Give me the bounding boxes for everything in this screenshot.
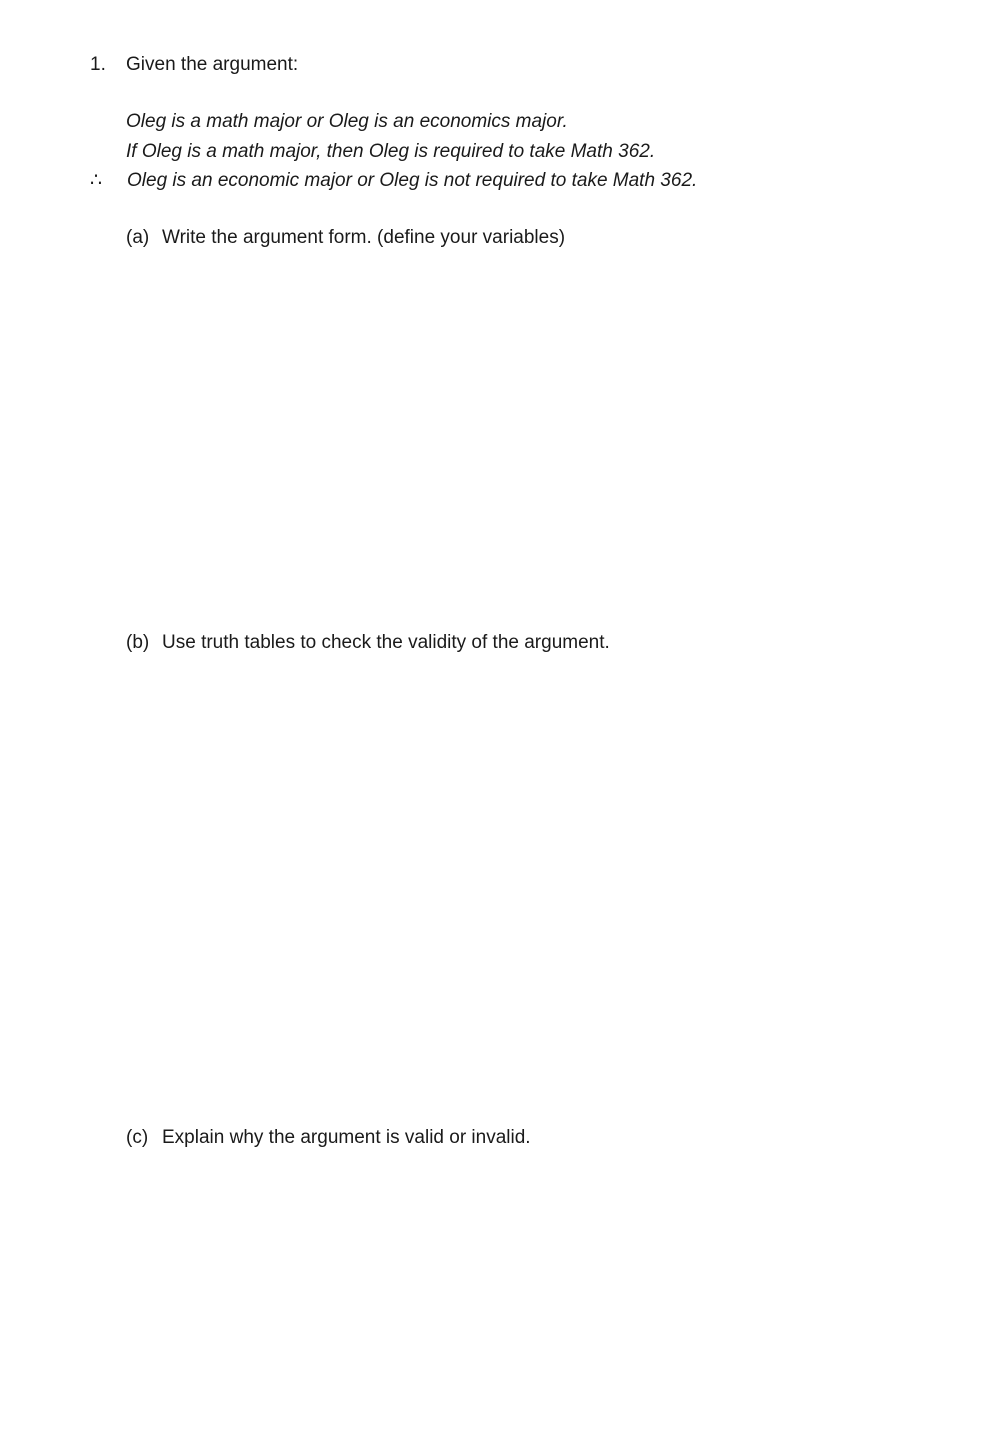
- question-number: 1.: [90, 54, 106, 75]
- part-c-label: (c): [126, 1127, 149, 1148]
- question-prompt: Given the argument:: [126, 54, 299, 75]
- part-b-label: (b): [126, 632, 150, 653]
- part-c-text: Explain why the argument is valid or invalid.: [162, 1127, 531, 1148]
- part-b-text: Use truth tables to check the validity of the argument.: [162, 632, 610, 653]
- premise-1: Oleg is a math major or Oleg is an economics major.: [126, 111, 568, 132]
- part-a-text: Write the argument form. (define your variables): [162, 227, 566, 248]
- therefore-symbol: ∴: [90, 170, 103, 191]
- part-a-label: (a): [126, 227, 150, 248]
- premise-2: If Oleg is a math major, then Oleg is required to take Math 362.: [126, 141, 656, 162]
- conclusion: Oleg is an economic major or Oleg is not required to take Math 362.: [127, 170, 698, 191]
